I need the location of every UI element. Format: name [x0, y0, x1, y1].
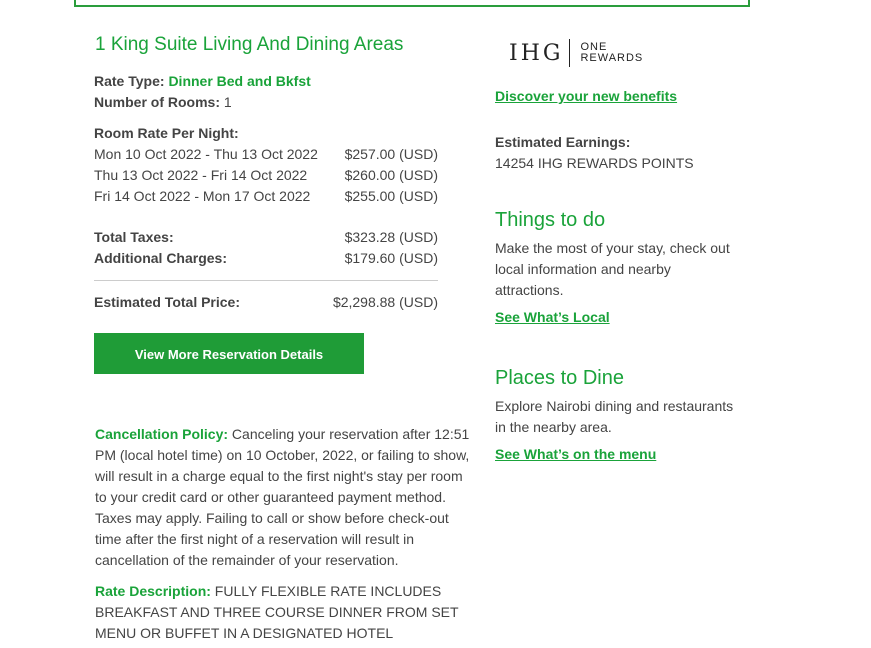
taxes-label: Total Taxes: [94, 229, 174, 245]
logo-text [580, 42, 643, 64]
rate-line [94, 144, 438, 165]
see-whats-on-menu-link[interactable]: See What’s on the menu [495, 446, 657, 462]
rate-price: $260.00 (USD) [344, 167, 438, 183]
rate-price: $255.00 (USD) [344, 188, 438, 204]
rate-dates: Fri 14 Oct 2022 - Mon 17 Oct 2022 [94, 188, 311, 204]
view-reservation-details-button[interactable]: View More Reservation Details [94, 333, 364, 374]
rate-per-night-label: Room Rate Per Night: [94, 125, 239, 141]
rate-type-label: Rate Type: [94, 73, 165, 89]
discover-benefits-link[interactable]: Discover your new benefits [495, 88, 678, 104]
top-frame [74, 0, 750, 7]
see-whats-local-link[interactable]: See What’s Local [495, 309, 610, 325]
total-row [94, 292, 438, 313]
rate-desc-label: Rate Description: [95, 583, 211, 599]
rate-type-row [94, 71, 474, 92]
rate-price: $257.00 (USD) [344, 146, 438, 162]
divider [94, 280, 438, 281]
rate-line [94, 186, 438, 207]
total-value: $2,298.88 (USD) [332, 294, 438, 310]
room-title: 1 King Suite Living And Dining Areas [95, 34, 404, 55]
total-label: Estimated Total Price: [94, 294, 241, 310]
things-to-do-title: Things to do [495, 209, 606, 231]
earnings-value: 14254 IHG REWARDS POINTS [495, 155, 694, 171]
cancellation-text: Canceling your reservation after 12:51 PM (local hotel time) on 10 October, 2022, or failing to show, will result in a charge equal to the first night's stay per room to your credit card or other guaranteed payment method. Taxes may apply. Failing to call or show before check-out time after the first night of a reservation will result in cancellation of the remainder of your reservation. [95, 426, 470, 568]
cancellation-policy [95, 424, 473, 571]
places-to-dine-text: Explore Nairobi dining and restaurants in the nearby area. [495, 398, 734, 435]
logo-one: ONE [580, 41, 608, 53]
rooms-row [94, 92, 474, 113]
charges-label: Additional Charges: [94, 250, 228, 266]
rate-dates: Mon 10 Oct 2022 - Thu 13 Oct 2022 [94, 146, 318, 162]
logo-rewards: REWARDS [580, 52, 644, 64]
taxes-value: $323.28 (USD) [344, 229, 438, 245]
rate-type-value: Dinner Bed and Bkfst [168, 73, 311, 89]
places-to-dine-title: Places to Dine [495, 367, 624, 389]
cancellation-label: Cancellation Policy: [95, 426, 229, 442]
charges-value: $179.60 (USD) [344, 250, 438, 266]
earnings-label: Estimated Earnings: [495, 134, 631, 150]
logo-divider [569, 39, 570, 67]
ihg-one-rewards-logo [509, 38, 745, 68]
taxes-row [94, 227, 438, 248]
rooms-value: 1 [223, 94, 232, 110]
rate-desc-text: FULLY FLEXIBLE RATE INCLUDES BREAKFAST AND THREE COURSE DINNER FROM SET MENU OR BUFFET IN A DESIGNATED HOTEL [95, 583, 459, 641]
things-to-do-text: Make the most of your stay, check out local information and nearby attractions. [495, 240, 730, 298]
sidebar [495, 30, 745, 462]
rooms-label: Number of Rooms: [94, 94, 220, 110]
rate-description [95, 581, 473, 644]
charges-row [94, 248, 438, 269]
reservation-summary [94, 30, 474, 644]
logo-brand: IHG [509, 40, 564, 66]
rate-dates: Thu 13 Oct 2022 - Fri 14 Oct 2022 [94, 167, 308, 183]
rate-line [94, 165, 438, 186]
